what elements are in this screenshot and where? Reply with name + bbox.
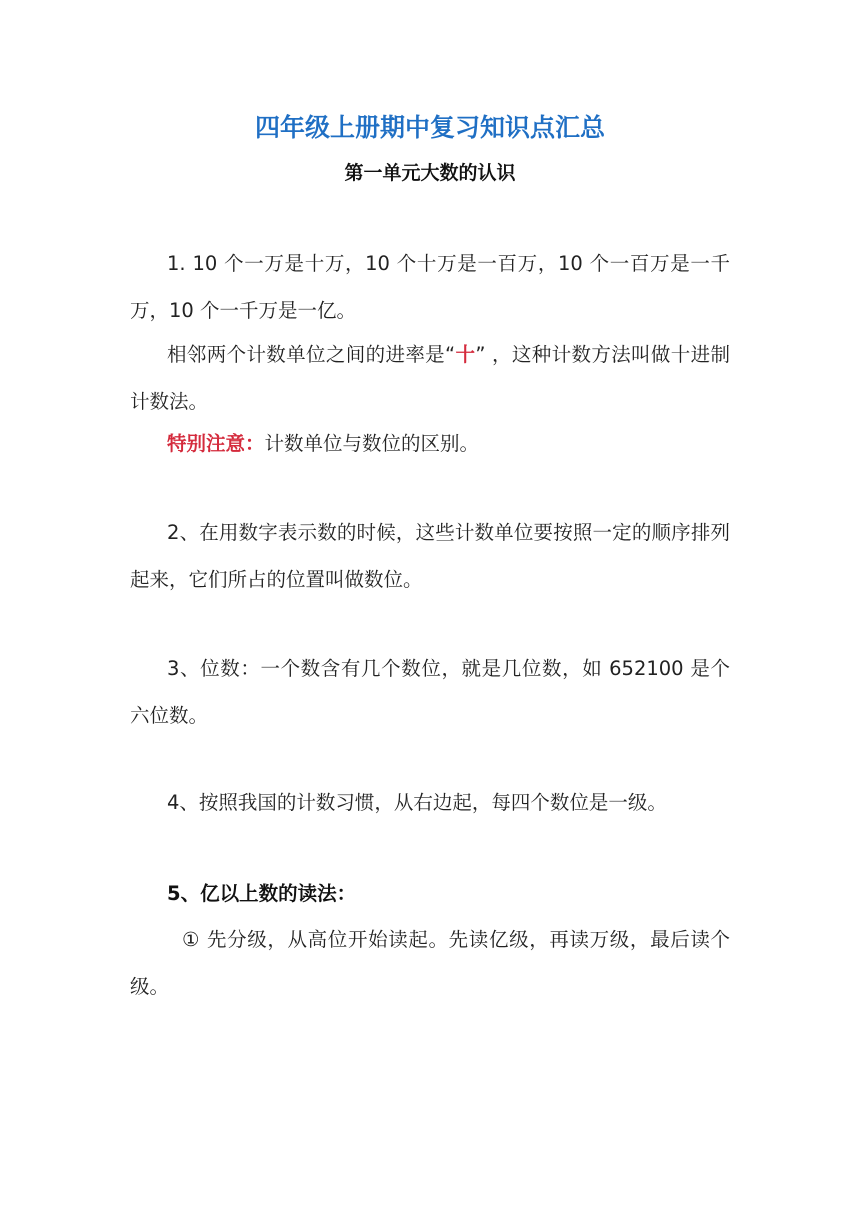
paragraph-note (130, 420, 730, 467)
page-title: 四年级上册期中复习知识点汇总 (254, 113, 605, 142)
paragraph-2-before: 相邻两个计数单位之间的进率是“ (167, 343, 456, 366)
section-subtitle: 第一单元大数的认识 (344, 162, 516, 184)
paragraph-2-numbering: 2、在用数字表示数的时候，这些计数单位要按照一定的顺序排列起来，它们所占的位置叫做数位。 (130, 521, 730, 591)
paragraph-3-digits: 3、位数：一个数含有几个数位，就是几位数，如 652100 是个六位数。 (130, 657, 730, 727)
note-label: 特别注意： (167, 432, 265, 455)
paragraph-4-grouping: 4、按照我国的计数习惯，从右边起，每四个数位是一级。 (167, 791, 667, 814)
note-text: 计数单位与数位的区别。 (264, 432, 480, 455)
highlight-ten: 十 (455, 343, 476, 366)
heading-5-reading: 5、亿以上数的读法： (167, 882, 357, 905)
paragraph-1: 1. 10 个一万是十万，10 个十万是一百万，10 个一百万是一千万，10 个一千万是一亿。 (130, 252, 730, 322)
paragraph-2-after: ” ，这种计数方法叫做十进制计数法。 (130, 343, 730, 413)
paragraph-5-step-1: ① 先分级，从高位开始读起。先读亿级，再读万级，最后读个级。 (130, 928, 730, 998)
paragraph-2 (130, 331, 730, 425)
